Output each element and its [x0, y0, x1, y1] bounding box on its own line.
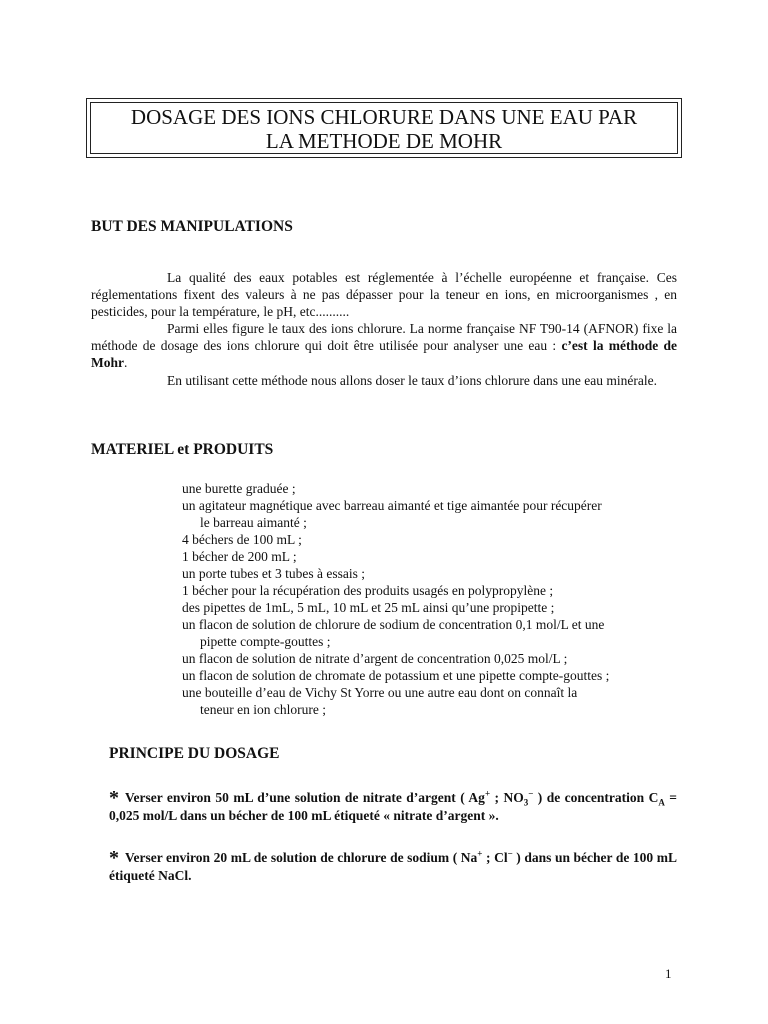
list-item: [164, 616, 677, 650]
step1-sup-2: −: [528, 788, 534, 799]
list-item-text: un agitateur magnétique avec barreau aimanté et tige aimantée pour récupérer: [182, 498, 602, 513]
step1-sub-1: 3: [523, 797, 529, 808]
title-frame: [86, 98, 682, 158]
list-item: [164, 565, 677, 582]
paragraph-norme: [91, 320, 677, 371]
list-item: [164, 599, 677, 616]
list-item-text: 1 bécher pour la récupération des produits usagés en polypropylène ;: [182, 583, 554, 598]
step2-sup-2: −: [507, 848, 513, 859]
document-title: [91, 105, 677, 153]
section-heading-principe: PRINCIPE DU DOSAGE: [109, 745, 280, 762]
list-item-text: un flacon de solution de chlorure de sodium de concentration 0,1 mol/L et une: [182, 617, 605, 632]
list-item-text: un porte tubes et 3 tubes à essais ;: [182, 566, 365, 581]
paragraph-norme-text: Parmi elles figure le taux des ions chlorure. La norme française NF T90-14 (AFNOR) fixe la méthode de dosage des ions chlorure qui doit être utilisée pour analyser une eau :: [91, 321, 677, 353]
asterisk-icon: *: [109, 787, 119, 809]
title-frame-inner: [90, 102, 678, 154]
list-item: [164, 684, 677, 718]
step1-text-c: ) de concentration C: [533, 790, 659, 805]
procedure-step-1: [109, 789, 677, 825]
title-line-2: LA METHODE DE MOHR: [265, 129, 503, 153]
step1-sup-1: +: [484, 788, 491, 799]
list-item: [164, 667, 677, 684]
section-heading-but: BUT DES MANIPULATIONS: [91, 218, 293, 235]
list-item: [164, 531, 677, 548]
step1-text-b: ; NO: [490, 790, 524, 805]
list-item-text: un flacon de solution de nitrate d’argent de concentration 0,025 mol/L ;: [182, 651, 568, 666]
list-item: [164, 480, 677, 497]
step2-text-a: Verser environ 20 mL de solution de chlorure de sodium ( Na: [125, 850, 478, 865]
list-item-text: une burette graduée ;: [182, 481, 296, 496]
list-item-continuation: le barreau aimanté ;: [200, 515, 307, 530]
paragraph-norme-end: .: [124, 355, 128, 370]
paragraph-regulation: La qualité des eaux potables est réglementée à l’échelle européenne et française. Ces réglementations fixent des valeurs à ne pas dépasser pour la teneur en ions, en microorganismes , en pesticides, pour la température, le pH, etc..........: [91, 270, 677, 319]
step1-text-d: = 0,025 mol/L dans un bécher de 100 mL étiqueté « nitrate d’argent ».: [109, 790, 677, 823]
list-item-text: 4 béchers de 100 mL ;: [182, 532, 302, 547]
procedure-step-2: [109, 849, 677, 885]
title-line-1: DOSAGE DES IONS CHLORURE DANS UNE EAU PAR: [130, 105, 638, 129]
list-item-text: un flacon de solution de chromate de potassium et une pipette compte-gouttes ;: [182, 668, 610, 683]
section-heading-materiel: MATERIEL et PRODUITS: [91, 441, 274, 458]
list-item-text: une bouteille d’eau de Vichy St Yorre ou une autre eau dont on connaît la: [182, 685, 578, 700]
asterisk-icon: *: [109, 847, 119, 869]
step2-sup-1: +: [477, 848, 483, 859]
paragraph-norme-bold: c’est la méthode de Mohr: [91, 338, 677, 370]
list-item-continuation: pipette compte-gouttes ;: [200, 634, 331, 649]
page-number: 1: [665, 966, 672, 981]
list-item-text: 1 bécher de 200 mL ;: [182, 549, 297, 564]
step2-text-b: ; Cl: [482, 850, 508, 865]
step2-text-c: ) dans un bécher de 100 mL étiqueté NaCl.: [109, 850, 677, 883]
list-item: [164, 548, 677, 565]
list-item: [164, 582, 677, 599]
paragraph-objectif: En utilisant cette méthode nous allons doser le taux d’ions chlorure dans une eau minérale.: [167, 373, 657, 388]
materiel-list: [164, 480, 677, 718]
list-item: [164, 497, 677, 531]
step1-sub-2: A: [658, 797, 665, 808]
step1-text-a: Verser environ 50 mL d’une solution de nitrate d’argent ( Ag: [125, 790, 485, 805]
list-item: [164, 650, 677, 667]
list-item-continuation: teneur en ion chlorure ;: [200, 702, 326, 717]
list-item-text: des pipettes de 1mL, 5 mL, 10 mL et 25 mL ainsi qu’une propipette ;: [182, 600, 555, 615]
